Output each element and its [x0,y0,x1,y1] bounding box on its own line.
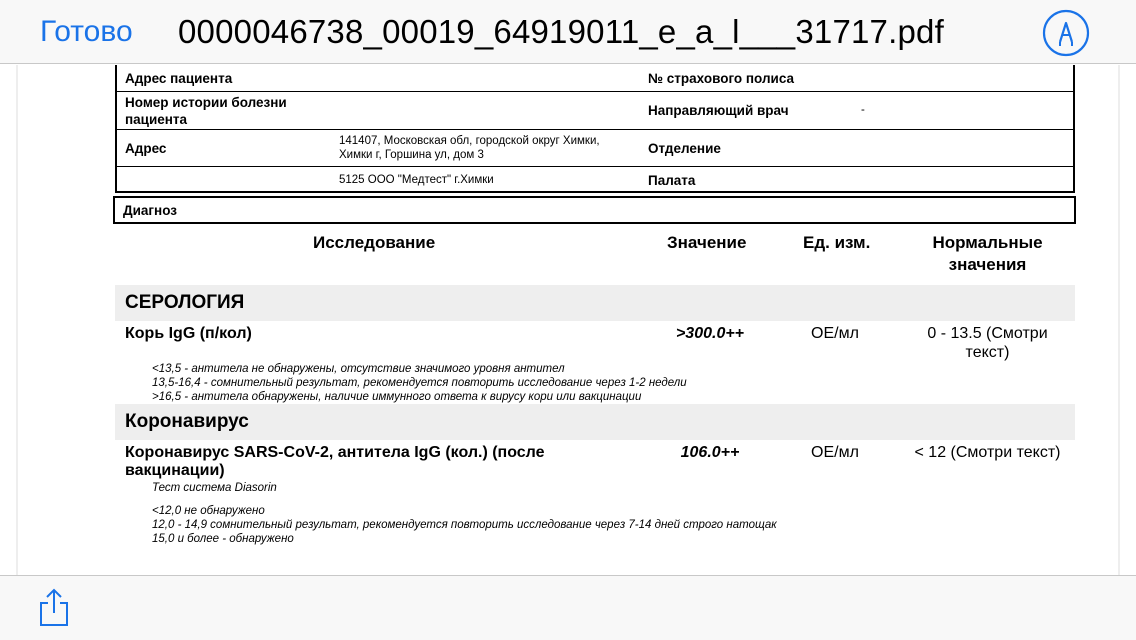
test-name: Корь IgG (п/кол) [125,325,252,342]
patient-address-label: Адрес пациента [125,71,233,86]
test-name-line2: вакцинации) [125,462,225,479]
interpretation-note: <12,0 не обнаружено [152,505,265,517]
page-edge-right [1118,65,1120,575]
document-title: 0000046738_00019_64919011_e_a_l___31717.pdf [178,13,944,50]
test-unit: ОЕ/мл [811,325,859,342]
clinic-value: 5125 ООО "Медтест" г.Химки [339,174,494,186]
test-system-note: Тест система Diasorin [152,482,277,494]
patient-info-table [115,65,1075,193]
section-title: СЕРОЛОГИЯ [125,292,245,313]
navigation-bar [0,0,1136,64]
section-coronavirus [115,404,1075,440]
interpretation-note: <13,5 - антитела не обнаружены, отсутствие значимого уровня антител [152,363,565,375]
test-value: 106.0++ [680,444,740,461]
page-edge-left [16,65,18,575]
test-unit: ОЕ/мл [811,444,859,461]
section-serology [115,285,1075,321]
address-value-line1: 141407, Московская обл, городской округ Химки, [339,135,600,147]
header-unit: Ед. изм. [803,233,871,252]
test-normal-line1: 0 - 13.5 (Смотри [927,325,1048,342]
header-normal-line2: значения [948,255,1027,274]
address-label: Адрес [125,141,167,156]
referring-doctor-label: Направляющий врач [648,103,789,118]
referring-doctor-value: - [861,104,865,116]
history-label-line1: Номер истории болезни [125,95,287,110]
row-divider [117,91,1073,92]
done-button[interactable]: Готово [40,15,133,48]
interpretation-note: 12,0 - 14,9 сомнительный результат, рекомендуется повторить исследование через 7-14 дней строго натощак [152,519,777,531]
interpretation-note: 15,0 и более - обнаружено [152,533,294,545]
diagnosis-box [113,196,1076,224]
test-value: >300.0++ [675,325,745,342]
ward-label: Палата [648,173,696,188]
address-value-line2: Химки г, Горшина ул, дом 3 [339,149,484,161]
header-normal-line1: Нормальные [932,233,1043,252]
header-value: Значение [667,233,747,252]
test-name-line1: Коронавирус SARS-CoV-2, антитела IgG (кол.) (после [125,444,545,461]
row-divider [117,129,1073,130]
interpretation-note: 13,5-16,4 - сомнительный результат, рекомендуется повторить исследование через 1-2 недели [152,377,687,389]
test-normal-line2: текст) [965,344,1010,361]
interpretation-note: >16,5 - антитела обнаружены, наличие иммунного ответа к вирусу кори или вакцинации [152,391,642,403]
header-study: Исследование [313,233,436,252]
diagnosis-label: Диагноз [123,203,177,218]
share-icon[interactable] [36,588,72,628]
bottom-toolbar [0,575,1136,640]
history-label-line2: пациента [125,112,188,127]
pdf-document-view[interactable] [0,65,1136,575]
markup-pen-icon[interactable] [1041,8,1091,58]
policy-label: № страхового полиса [648,71,795,86]
test-normal: < 12 (Смотри текст) [914,444,1061,461]
department-label: Отделение [648,141,721,156]
section-title: Коронавирус [125,411,249,432]
row-divider [117,166,1073,167]
